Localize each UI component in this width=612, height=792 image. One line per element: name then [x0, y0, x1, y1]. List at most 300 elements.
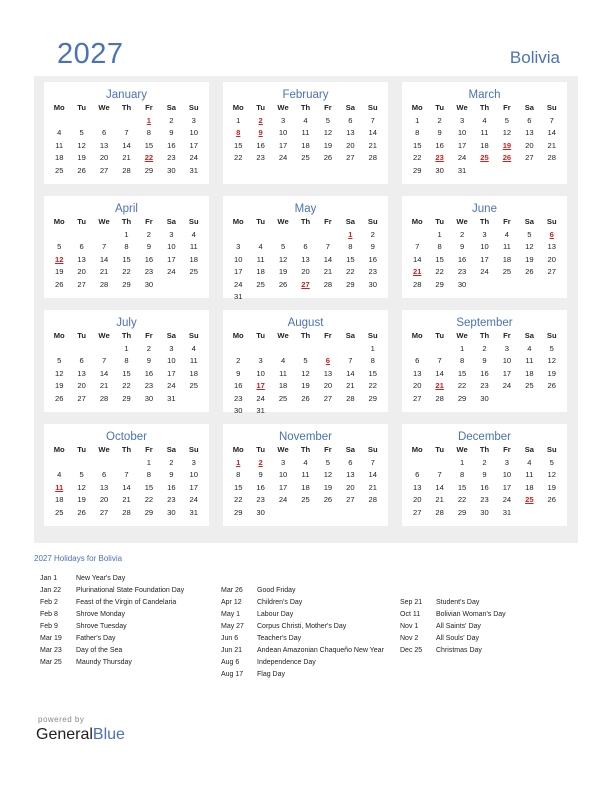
holiday-date: Nov 1 [400, 623, 419, 630]
weekday-label: Fr [145, 217, 153, 226]
month-february [223, 82, 388, 184]
day-cell: 28 [99, 279, 109, 289]
powered-by-label: powered by [38, 715, 85, 724]
day-cell: 18 [301, 482, 310, 492]
holiday-name: Student's Day [436, 599, 480, 606]
day-cell: 15 [122, 368, 131, 378]
day-cell: 21 [547, 140, 556, 150]
day-grid [227, 457, 384, 520]
day-cell: 5 [325, 457, 331, 467]
day-cell: 30 [144, 279, 154, 289]
day-cell: 29 [144, 507, 154, 517]
month-name: January [106, 89, 147, 101]
day-cell: 10 [278, 128, 288, 137]
brand-blue: Blue [92, 726, 125, 743]
day-cell: 27 [525, 153, 534, 162]
holiday-name: Children's Day [257, 599, 303, 606]
weekday-header [227, 330, 384, 343]
holiday-name: Andean Amazonian Chaqueño New Year [257, 647, 384, 654]
weekday-label: Sa [345, 331, 355, 340]
day-cell: 24 [278, 495, 288, 504]
day-cell: 30 [256, 507, 265, 517]
weekday-label: Su [367, 331, 378, 340]
day-cell: 21 [99, 381, 109, 390]
brand-logo[interactable] [36, 726, 125, 744]
day-cell: 29 [122, 393, 131, 403]
holiday-day: 25 [480, 153, 489, 162]
day-cell: 17 [457, 140, 467, 150]
weekday-label: Su [188, 445, 199, 454]
day-cell: 12 [77, 140, 86, 150]
empty-cell [294, 343, 316, 356]
holiday-date: May 27 [221, 623, 244, 630]
day-cell: 19 [547, 368, 556, 378]
weekday-label: Tu [256, 331, 265, 340]
weekday-header [227, 102, 384, 115]
day-cell: 15 [346, 254, 355, 264]
day-cell: 7 [549, 115, 554, 125]
day-cell: 28 [99, 393, 109, 403]
day-cell: 18 [256, 267, 265, 276]
day-cell: 4 [527, 343, 532, 353]
weekday-label: Mo [411, 103, 423, 112]
empty-cell [294, 229, 316, 242]
day-cell: 12 [547, 470, 556, 479]
day-cell: 17 [502, 482, 512, 492]
day-cell: 15 [368, 368, 377, 378]
day-cell: 12 [525, 242, 534, 251]
day-cell: 16 [144, 368, 154, 378]
weekday-label: Mo [53, 103, 65, 112]
day-cell: 31 [256, 406, 265, 415]
weekday-label: Th [300, 331, 311, 340]
day-cell: 1 [459, 457, 465, 467]
day-cell: 22 [368, 381, 377, 390]
empty-cell [227, 229, 249, 242]
day-cell: 22 [412, 153, 422, 162]
day-cell: 30 [167, 507, 176, 517]
day-cell: 16 [256, 482, 265, 492]
day-cell: 12 [502, 128, 512, 137]
day-cell: 14 [346, 368, 355, 378]
holiday-name: All Saints' Day [436, 623, 481, 630]
day-cell: 14 [547, 128, 556, 137]
day-cell: 10 [457, 128, 467, 137]
empty-cell [339, 343, 361, 356]
weekday-label: Sa [166, 445, 176, 454]
day-cell: 30 [435, 165, 444, 175]
day-cell: 4 [303, 115, 308, 125]
holiday-day: 9 [258, 128, 263, 137]
day-cell: 19 [323, 482, 333, 492]
day-cell: 23 [368, 267, 377, 276]
weekday-label: Su [367, 217, 378, 226]
holiday-day: 8 [236, 128, 241, 137]
day-cell: 11 [502, 242, 511, 251]
empty-cell [249, 343, 271, 356]
weekday-label: Sa [524, 331, 534, 340]
day-cell: 24 [167, 267, 176, 276]
day-cell: 3 [280, 115, 286, 125]
day-cell: 6 [303, 242, 308, 251]
month-name: August [287, 317, 324, 329]
day-cell: 28 [346, 393, 355, 403]
day-cell: 2 [146, 343, 152, 353]
empty-cell [70, 229, 92, 242]
day-cell: 27 [99, 507, 109, 517]
weekday-label: Tu [256, 103, 265, 112]
day-cell: 16 [256, 140, 265, 150]
holiday-day: 11 [55, 482, 64, 492]
day-cell: 6 [79, 356, 84, 365]
weekday-header [406, 330, 563, 343]
day-cell: 20 [346, 140, 355, 150]
empty-cell [93, 115, 115, 128]
weekday-label: Tu [77, 445, 86, 454]
day-cell: 27 [77, 393, 86, 403]
day-cell: 29 [144, 165, 154, 175]
day-cell: 6 [348, 115, 353, 125]
day-cell: 31 [233, 292, 243, 301]
day-cell: 22 [122, 267, 131, 276]
day-cell: 21 [323, 267, 333, 276]
day-cell: 4 [504, 229, 510, 239]
holiday-name: Day of the Sea [76, 647, 123, 654]
day-cell: 7 [370, 457, 375, 467]
day-cell: 17 [189, 140, 198, 150]
day-cell: 11 [279, 368, 287, 378]
month-august [223, 310, 388, 415]
day-cell: 14 [412, 254, 422, 264]
day-cell: 26 [77, 507, 86, 517]
day-cell: 18 [189, 368, 198, 378]
weekday-label: Fr [324, 331, 332, 340]
empty-cell [272, 229, 294, 242]
holiday-item [400, 597, 568, 609]
holiday-day: 26 [502, 153, 512, 162]
holiday-item [40, 645, 208, 657]
weekday-label: Tu [435, 217, 444, 226]
empty-cell [249, 229, 271, 242]
weekday-label: Fr [324, 445, 332, 454]
day-cell: 7 [101, 242, 107, 251]
day-grid [227, 229, 384, 304]
day-cell: 24 [502, 381, 512, 390]
holiday-item [221, 621, 389, 633]
day-cell: 16 [368, 254, 377, 264]
day-cell: 6 [79, 242, 84, 251]
day-cell: 8 [415, 128, 420, 137]
day-cell: 24 [502, 495, 512, 504]
day-cell: 4 [258, 242, 263, 251]
day-cell: 11 [256, 254, 265, 264]
day-cell: 24 [278, 153, 288, 162]
day-cell: 25 [301, 153, 310, 162]
day-cell: 8 [146, 470, 152, 479]
empty-cell [48, 343, 70, 356]
day-cell: 23 [480, 381, 489, 390]
day-cell: 21 [346, 381, 355, 390]
holiday-name: New Year's Day [76, 575, 126, 582]
day-cell: 16 [457, 254, 467, 264]
holiday-date: Aug 6 [221, 659, 240, 666]
weekday-label: Th [121, 217, 132, 226]
weekday-label: Sa [345, 445, 355, 454]
weekday-label: We [98, 331, 110, 340]
day-cell: 18 [278, 381, 288, 390]
weekday-header [406, 444, 563, 457]
weekday-label: Su [367, 103, 378, 112]
day-cell: 16 [480, 368, 489, 378]
holiday-date: Oct 11 [400, 611, 421, 618]
country-label: Bolivia [509, 48, 560, 67]
day-cell: 23 [167, 153, 176, 162]
weekday-label: Sa [345, 103, 355, 112]
holiday-day: 17 [256, 381, 265, 390]
weekday-label: Th [121, 445, 132, 454]
day-cell: 5 [549, 457, 554, 467]
weekday-label: Fr [145, 103, 153, 112]
day-cell: 15 [457, 368, 467, 378]
weekday-label: We [456, 331, 468, 340]
empty-cell [317, 343, 339, 356]
day-cell: 12 [323, 128, 333, 137]
day-cell: 15 [435, 254, 444, 264]
day-cell: 6 [348, 457, 353, 467]
day-cell: 27 [323, 393, 333, 403]
day-cell: 14 [323, 254, 333, 264]
holiday-column-1 [40, 573, 208, 669]
holiday-day: 1 [146, 115, 152, 125]
day-cell: 23 [144, 381, 154, 390]
day-cell: 6 [415, 470, 420, 479]
holiday-item [400, 621, 568, 633]
month-march [402, 82, 567, 184]
day-cell: 18 [189, 254, 198, 264]
holiday-item [221, 657, 389, 669]
holiday-name: Flag Day [257, 671, 286, 678]
day-cell: 30 [233, 406, 243, 415]
day-cell: 2 [146, 229, 152, 239]
day-cell: 14 [368, 470, 377, 479]
day-cell: 26 [547, 381, 556, 390]
day-cell: 8 [370, 356, 375, 365]
day-cell: 4 [191, 229, 196, 239]
day-cell: 9 [482, 356, 487, 365]
day-grid [48, 115, 205, 178]
day-cell: 27 [346, 153, 355, 162]
day-cell: 15 [412, 140, 422, 150]
day-cell: 19 [547, 482, 556, 492]
month-september [402, 310, 567, 412]
day-cell: 12 [77, 482, 86, 492]
weekday-label: We [277, 331, 289, 340]
day-cell: 9 [258, 470, 263, 479]
day-cell: 30 [457, 279, 467, 289]
weekday-label: Tu [77, 217, 86, 226]
month-may [223, 196, 388, 301]
day-cell: 20 [77, 267, 86, 276]
day-cell: 17 [278, 482, 288, 492]
weekday-label: Th [479, 331, 490, 340]
day-cell: 7 [325, 242, 331, 251]
day-cell: 25 [278, 393, 288, 403]
day-cell: 6 [527, 115, 532, 125]
day-cell: 22 [457, 381, 467, 390]
holiday-day: 12 [54, 254, 64, 264]
day-cell: 15 [122, 254, 131, 264]
holiday-day: 19 [502, 140, 512, 150]
day-cell: 25 [189, 267, 198, 276]
day-cell: 13 [323, 368, 333, 378]
day-cell: 21 [435, 495, 444, 504]
day-cell: 14 [99, 368, 109, 378]
day-cell: 20 [77, 381, 86, 390]
weekday-label: We [277, 217, 289, 226]
day-cell: 11 [525, 356, 534, 365]
day-cell: 2 [459, 229, 465, 239]
empty-cell [93, 343, 115, 356]
day-cell: 5 [527, 229, 532, 239]
day-cell: 23 [457, 267, 467, 276]
day-grid [406, 343, 563, 406]
weekday-label: Mo [411, 445, 423, 454]
day-cell: 5 [57, 356, 62, 365]
empty-cell [115, 115, 137, 128]
day-cell: 15 [233, 140, 243, 150]
day-cell: 30 [368, 279, 377, 289]
day-cell: 8 [437, 242, 442, 251]
day-cell: 3 [504, 457, 510, 467]
day-cell: 23 [256, 495, 265, 504]
day-cell: 25 [525, 381, 534, 390]
day-cell: 12 [301, 368, 310, 378]
holiday-item [221, 633, 389, 645]
day-cell: 13 [412, 482, 422, 492]
day-cell: 13 [346, 128, 355, 137]
day-cell: 27 [77, 279, 86, 289]
holiday-item [40, 609, 208, 621]
day-cell: 17 [189, 482, 198, 492]
day-cell: 25 [189, 381, 198, 390]
day-cell: 8 [124, 242, 129, 251]
day-cell: 7 [124, 470, 129, 479]
holiday-day: 21 [412, 267, 422, 276]
day-cell: 31 [502, 507, 512, 517]
day-cell: 5 [325, 115, 331, 125]
day-cell: 11 [55, 140, 64, 150]
empty-cell [48, 457, 70, 470]
day-cell: 10 [278, 470, 288, 479]
day-cell: 6 [101, 470, 107, 479]
weekday-label: We [98, 217, 110, 226]
day-cell: 19 [323, 140, 333, 150]
day-cell: 29 [457, 393, 467, 403]
holiday-name: Christmas Day [436, 647, 482, 654]
day-cell: 19 [77, 495, 86, 504]
weekday-label: Mo [411, 331, 423, 340]
holiday-date: Mar 26 [221, 587, 243, 594]
day-cell: 29 [346, 279, 355, 289]
day-cell: 28 [435, 507, 444, 517]
empty-cell [428, 457, 450, 470]
weekday-label: Su [188, 331, 199, 340]
month-name: December [457, 431, 512, 443]
weekday-label: Mo [53, 331, 65, 340]
day-cell: 22 [346, 267, 355, 276]
day-cell: 28 [412, 279, 422, 289]
empty-cell [115, 457, 137, 470]
holiday-day: 23 [435, 153, 444, 162]
day-cell: 14 [435, 368, 444, 378]
holiday-name: Shrove Monday [76, 611, 126, 618]
day-cell: 14 [435, 482, 444, 492]
day-cell: 31 [189, 507, 198, 517]
day-cell: 18 [525, 482, 534, 492]
weekday-label: Tu [77, 103, 86, 112]
day-cell: 30 [167, 165, 176, 175]
page-title: 2027 [57, 38, 124, 70]
day-cell: 20 [412, 495, 422, 504]
day-cell: 9 [146, 242, 152, 251]
day-cell: 1 [124, 229, 129, 239]
empty-cell [406, 343, 428, 356]
day-cell: 23 [144, 267, 154, 276]
day-cell: 1 [124, 343, 129, 353]
holiday-name: Father's Day [76, 635, 116, 642]
day-cell: 31 [167, 393, 176, 403]
day-cell: 20 [412, 381, 422, 390]
holiday-column-3 [400, 597, 568, 657]
holiday-name: Feast of the Virgin of Candelaria [76, 599, 177, 606]
holiday-day: 25 [525, 495, 534, 504]
weekday-label: Fr [503, 331, 511, 340]
day-cell: 2 [169, 115, 174, 125]
day-cell: 2 [370, 229, 375, 239]
holiday-date: Mar 23 [40, 647, 62, 654]
day-cell: 26 [54, 279, 64, 289]
holiday-column-2 [221, 585, 389, 681]
weekday-label: Th [121, 331, 132, 340]
day-cell: 20 [547, 254, 556, 264]
weekday-label: Tu [435, 103, 444, 112]
weekday-label: Th [300, 103, 311, 112]
empty-cell [428, 343, 450, 356]
day-cell: 19 [77, 153, 86, 162]
day-cell: 4 [191, 343, 196, 353]
weekday-label: Th [121, 103, 132, 112]
empty-cell [48, 229, 70, 242]
day-cell: 19 [54, 381, 64, 390]
weekday-label: Tu [435, 445, 444, 454]
day-cell: 18 [54, 495, 64, 504]
weekday-label: Sa [166, 331, 176, 340]
day-cell: 1 [146, 457, 152, 467]
day-cell: 7 [415, 242, 420, 251]
day-cell: 17 [502, 368, 512, 378]
day-cell: 25 [256, 279, 265, 289]
day-cell: 23 [233, 393, 243, 403]
month-grid [44, 82, 568, 526]
weekday-header [48, 330, 205, 343]
day-cell: 28 [122, 507, 131, 517]
day-cell: 4 [57, 470, 62, 479]
day-cell: 19 [301, 381, 310, 390]
day-grid [406, 457, 563, 520]
day-cell: 13 [99, 140, 109, 150]
day-cell: 23 [167, 495, 176, 504]
day-cell: 20 [99, 495, 109, 504]
